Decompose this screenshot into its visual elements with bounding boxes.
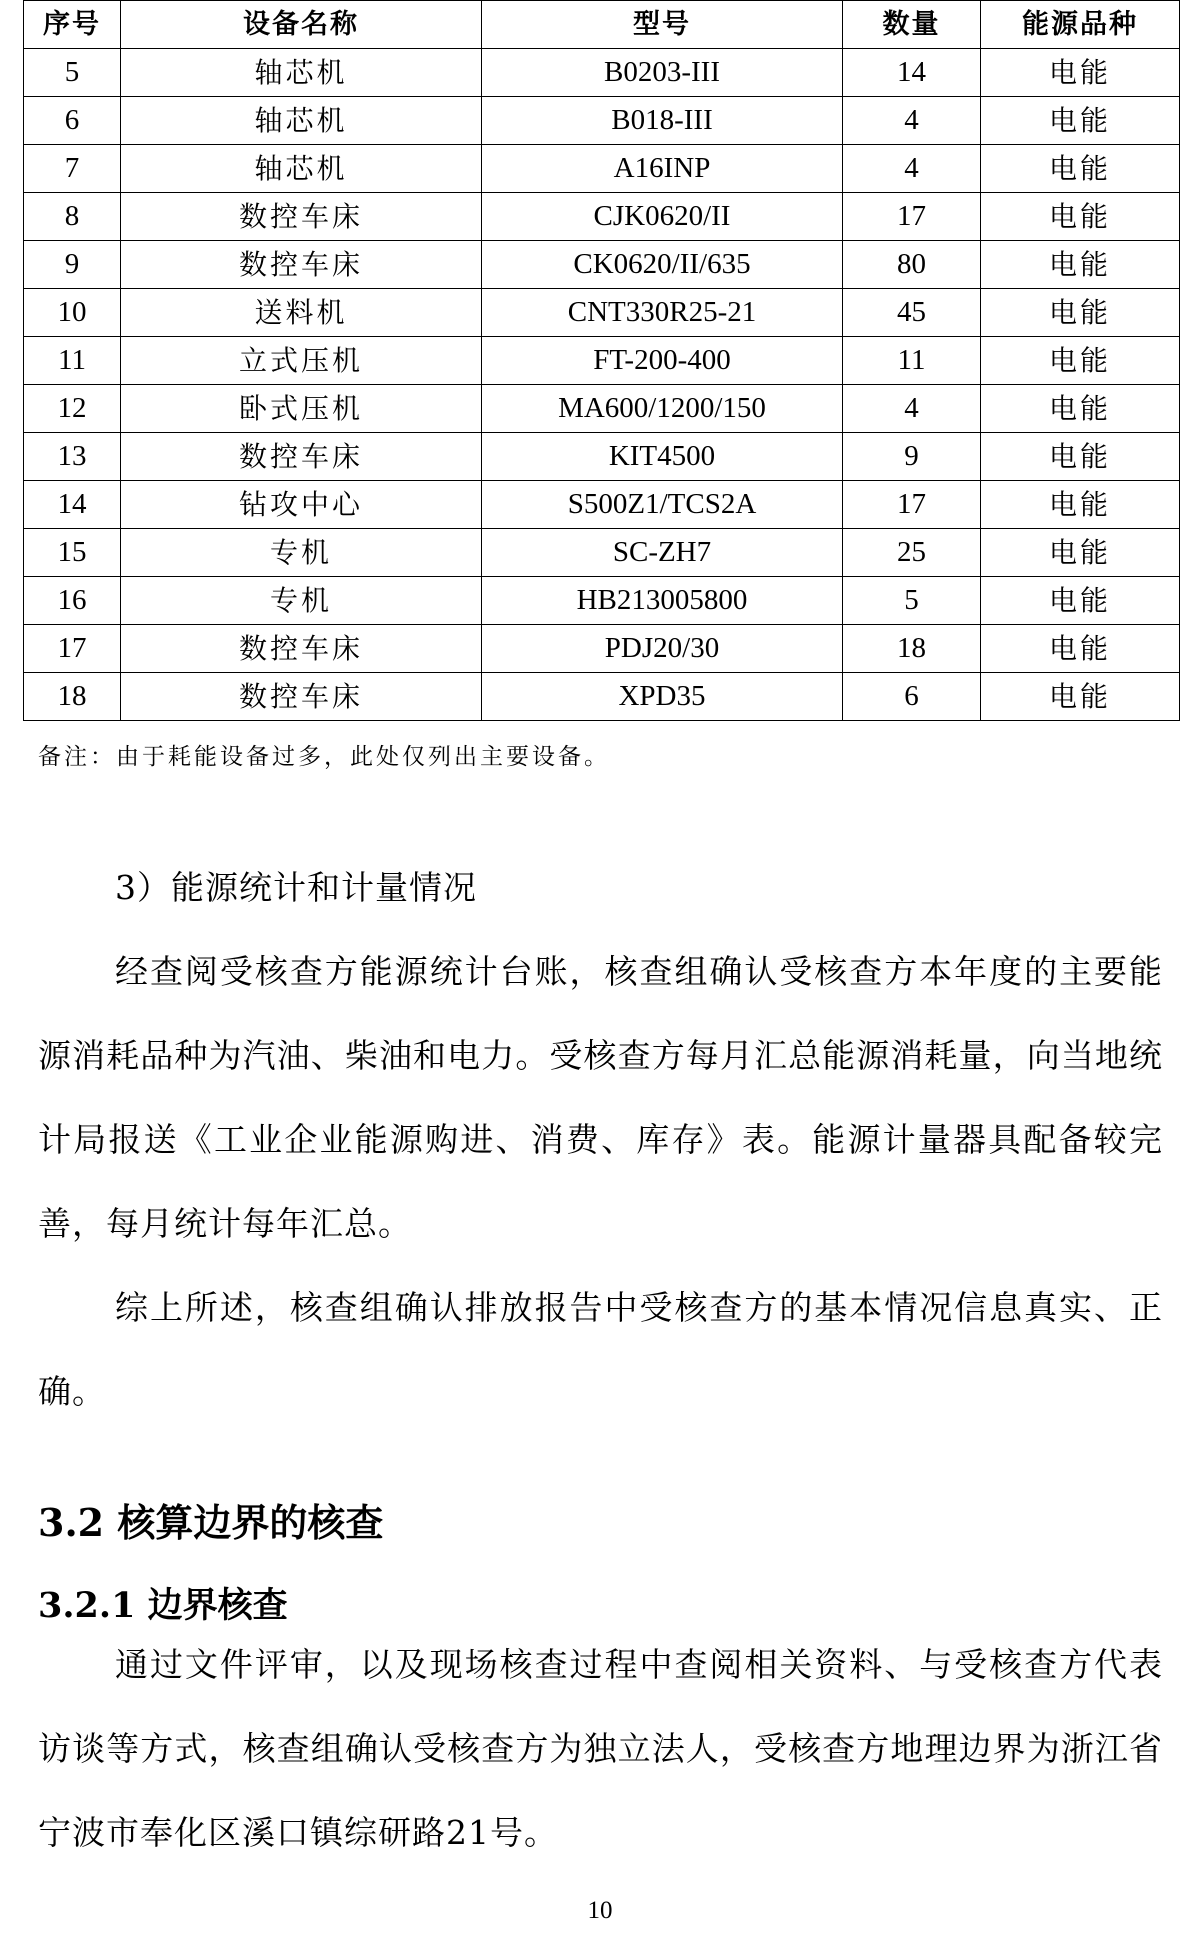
cell-seq: 10 (24, 289, 121, 337)
cell-quantity: 9 (843, 433, 981, 481)
header-quantity: 数量 (843, 1, 981, 49)
cell-seq: 11 (24, 337, 121, 385)
cell-energy-type: 电能 (981, 241, 1180, 289)
section-3-2-1-heading: 3.2.1 边界核查 (38, 1585, 288, 1626)
cell-quantity: 17 (843, 193, 981, 241)
cell-device-name: 专机 (121, 577, 482, 625)
header-energy-type: 能源品种 (981, 1, 1180, 49)
cell-device-name: 轴芯机 (121, 49, 482, 97)
cell-quantity: 18 (843, 625, 981, 673)
cell-quantity: 4 (843, 145, 981, 193)
table-row (24, 337, 1180, 385)
cell-model: CK0620/II/635 (482, 241, 843, 289)
section-3-2-heading: 3.2 核算边界的核查 (38, 1500, 384, 1545)
cell-energy-type: 电能 (981, 49, 1180, 97)
header-device-name: 设备名称 (121, 1, 482, 49)
table-header-row (24, 1, 1180, 49)
table-row (24, 145, 1180, 193)
table-note: 备注：由于耗能设备过多，此处仅列出主要设备。 (38, 744, 610, 770)
cell-quantity: 14 (843, 49, 981, 97)
cell-energy-type: 电能 (981, 385, 1180, 433)
cell-model: CJK0620/II (482, 193, 843, 241)
table-row (24, 625, 1180, 673)
cell-quantity: 80 (843, 241, 981, 289)
table-row (24, 193, 1180, 241)
cell-energy-type: 电能 (981, 337, 1180, 385)
cell-quantity: 4 (843, 97, 981, 145)
cell-energy-type: 电能 (981, 625, 1180, 673)
cell-energy-type: 电能 (981, 145, 1180, 193)
table-row (24, 529, 1180, 577)
cell-seq: 7 (24, 145, 121, 193)
header-model: 型号 (482, 1, 843, 49)
cell-quantity: 45 (843, 289, 981, 337)
page-number: 10 (587, 1897, 613, 1924)
cell-model: S500Z1/TCS2A (482, 481, 843, 529)
equipment-table (23, 0, 1180, 721)
table-row (24, 49, 1180, 97)
table-row (24, 433, 1180, 481)
cell-quantity: 11 (843, 337, 981, 385)
cell-model: SC-ZH7 (482, 529, 843, 577)
boundary-paragraph: 通过文件评审，以及现场核查过程中查阅相关资料、与受核查方代表访谈等方式，核查组确认受核查方为独立法人，受核查方地理边界为浙江省宁波市奉化区溪口镇综研路21号。 (38, 1645, 1163, 1852)
cell-seq: 16 (24, 577, 121, 625)
cell-quantity: 25 (843, 529, 981, 577)
energy-stats-title: 3）能源统计和计量情况 (115, 868, 477, 907)
energy-stats-paragraph: 经查阅受核查方能源统计台账，核查组确认受核查方本年度的主要能源消耗品种为汽油、柴油和电力。受核查方每月汇总能源消耗量，向当地统计局报送《工业企业能源购进、消费、库存》表。能源计量器具配备较完善，每月统计每年汇总。 (38, 952, 1163, 1243)
table-row (24, 289, 1180, 337)
cell-energy-type: 电能 (981, 481, 1180, 529)
cell-energy-type: 电能 (981, 577, 1180, 625)
cell-seq: 13 (24, 433, 121, 481)
table-row (24, 241, 1180, 289)
cell-model: MA600/1200/150 (482, 385, 843, 433)
cell-seq: 15 (24, 529, 121, 577)
cell-energy-type: 电能 (981, 97, 1180, 145)
cell-energy-type: 电能 (981, 193, 1180, 241)
cell-seq: 8 (24, 193, 121, 241)
cell-model: CNT330R25-21 (482, 289, 843, 337)
cell-quantity: 5 (843, 577, 981, 625)
energy-stats-conclusion: 综上所述，核查组确认排放报告中受核查方的基本情况信息真实、正确。 (38, 1288, 1163, 1411)
table-row (24, 577, 1180, 625)
cell-model: B018-III (482, 97, 843, 145)
cell-device-name: 数控车床 (121, 241, 482, 289)
cell-device-name: 数控车床 (121, 433, 482, 481)
cell-device-name: 卧式压机 (121, 385, 482, 433)
cell-model: FT-200-400 (482, 337, 843, 385)
table-row (24, 385, 1180, 433)
cell-device-name: 数控车床 (121, 673, 482, 721)
cell-device-name: 轴芯机 (121, 145, 482, 193)
cell-device-name: 数控车床 (121, 625, 482, 673)
cell-seq: 17 (24, 625, 121, 673)
cell-device-name: 专机 (121, 529, 482, 577)
cell-model: KIT4500 (482, 433, 843, 481)
cell-model: B0203-III (482, 49, 843, 97)
cell-energy-type: 电能 (981, 673, 1180, 721)
cell-seq: 9 (24, 241, 121, 289)
cell-seq: 18 (24, 673, 121, 721)
cell-energy-type: 电能 (981, 289, 1180, 337)
table-row (24, 673, 1180, 721)
table-row (24, 97, 1180, 145)
cell-model: PDJ20/30 (482, 625, 843, 673)
cell-seq: 14 (24, 481, 121, 529)
table-body (24, 49, 1180, 721)
cell-quantity: 4 (843, 385, 981, 433)
cell-quantity: 17 (843, 481, 981, 529)
boundary-section (38, 1623, 1163, 1875)
cell-device-name: 送料机 (121, 289, 482, 337)
header-seq: 序号 (24, 1, 121, 49)
cell-model: XPD35 (482, 673, 843, 721)
cell-device-name: 轴芯机 (121, 97, 482, 145)
cell-device-name: 数控车床 (121, 193, 482, 241)
cell-energy-type: 电能 (981, 433, 1180, 481)
cell-device-name: 立式压机 (121, 337, 482, 385)
table-row (24, 481, 1180, 529)
cell-model: A16INP (482, 145, 843, 193)
cell-energy-type: 电能 (981, 529, 1180, 577)
cell-model: HB213005800 (482, 577, 843, 625)
energy-stats-section (38, 846, 1163, 1434)
cell-quantity: 6 (843, 673, 981, 721)
cell-device-name: 钻攻中心 (121, 481, 482, 529)
cell-seq: 12 (24, 385, 121, 433)
cell-seq: 5 (24, 49, 121, 97)
cell-seq: 6 (24, 97, 121, 145)
